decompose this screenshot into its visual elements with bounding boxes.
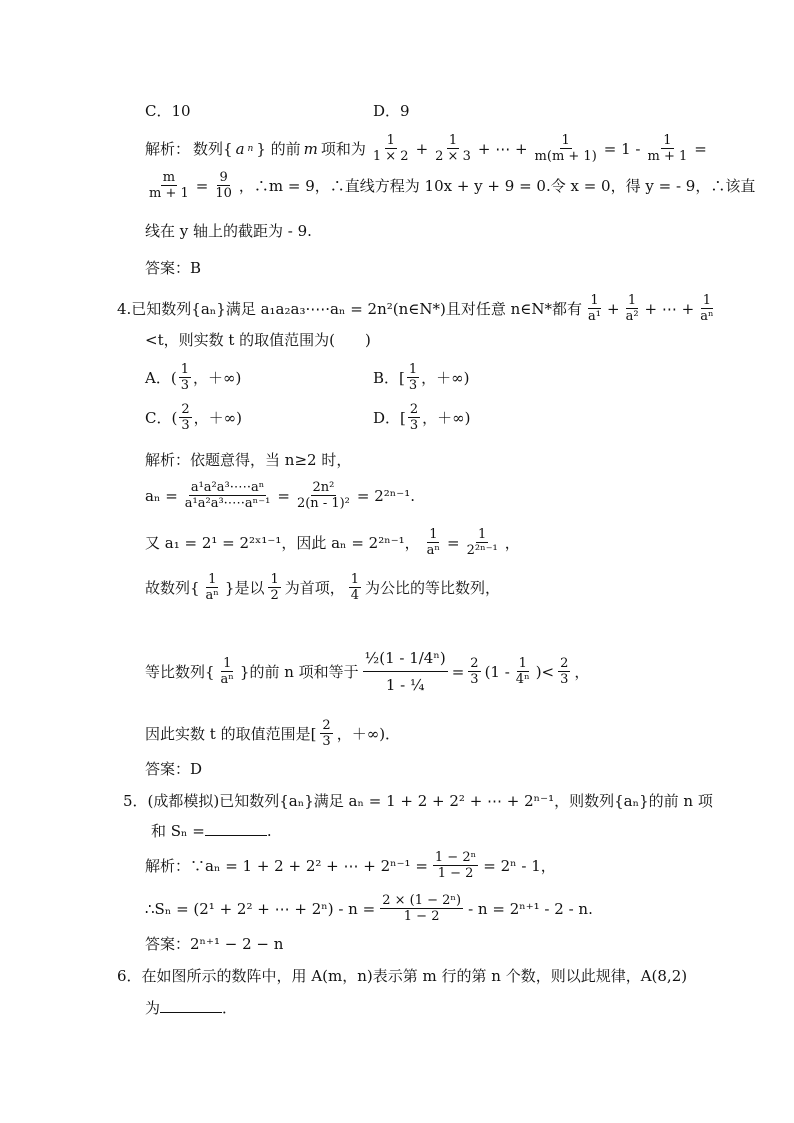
q4-also-line: 又 a₁ = 2¹ = 2²ˣ¹⁻¹，因此 aₙ = 2²ⁿ⁻¹， $\frac{1}{\text{aⁿ}}$ = $\frac{1}{\text{2²ⁿ⁻¹}}$ ， (145, 527, 520, 558)
option-a: A．( $\frac{1}{3}$ ，＋∞) (145, 362, 242, 393)
q3-answer: 答案：B (145, 259, 202, 277)
q4-gp-line: 故数列{ $\frac{1}{\text{aⁿ}}$ }是以 $\frac{1}{2}$ 为首项， $\frac{1}{4}$ 为公比的等比数列， (145, 572, 501, 603)
fraction: $\frac{1}{m(m + 1)}$ (534, 133, 597, 164)
q4-range-line: 因此实数 t 的取值范围是[ $\frac{2}{3}$ ，＋∞)． (145, 718, 401, 749)
fraction: $\frac{1}{\text{a²}}$ (625, 293, 639, 324)
fraction: $\frac{1}{\text{aⁿ}}$ (700, 293, 714, 324)
option-c: C．10 (145, 102, 191, 120)
fraction: $\frac{1}{m + 1}$ (647, 133, 688, 164)
q5-stem-cont: 和 Sₙ = . (151, 822, 272, 840)
q5-answer: 答案：2ⁿ⁺¹ − 2 − n (145, 935, 284, 953)
q6-stem-cont: 为 ． (145, 999, 238, 1017)
q6-stem: 6．在如图所示的数阵中，用 A(m，n)表示第 m 行的第 n 个数，则以此规律，A(8,2) (117, 967, 688, 985)
q4-stem-cont: <t，则实数 t 的取值范围为( ) (145, 331, 371, 349)
option-b: B．[ $\frac{1}{3}$ ，＋∞) (373, 362, 470, 393)
fraction: $\frac{9}{10}$ (215, 170, 232, 201)
answer-blank (205, 821, 267, 836)
q3-solution-line3: 线在 y 轴上的截距为 - 9. (145, 222, 312, 240)
q4-an-formula: aₙ = $\frac{\text{a¹a²a³·⋯·aⁿ}}{\text{a¹a²a³·⋯·aⁿ⁻¹}}$ = $\frac{\text{2n²}}{\text{2(n - 1)²}}$ = 2²ⁿ⁻¹. (145, 480, 415, 511)
q5-solution-line1: 解析：∵aₙ = 1 + 2 + 2² + ⋯ + 2ⁿ⁻¹ = $\frac{\text{1 − 2ⁿ}}{1 - 2}$ = 2ⁿ - 1， (145, 850, 556, 881)
q5-stem: 5．(成都模拟)已知数列{aₙ}满足 aₙ = 1 + 2 + 2² + ⋯ + 2ⁿ⁻¹，则数列{aₙ}的前 n 项 (123, 792, 713, 810)
q4-solution-intro: 解析：依题意得，当 n≥2 时， (145, 451, 352, 469)
option-d: D．[ $\frac{2}{3}$ ，＋∞) (373, 402, 471, 433)
fraction: $\frac{m}{m + 1}$ (149, 170, 189, 201)
q3-solution-line1: 解析： 数列{ a n } 的前 m 项和为 $\frac{1}{1 \times 2}$ + $\frac{1}{2 \times 3}$ + ⋯ + $\frac{1}{m(m + 1)}$ = 1 - $\frac{1}{m + 1}$ = (145, 133, 707, 164)
fraction: $\frac{1}{2 \times 3}$ (435, 133, 471, 164)
q4-sum-line: 等比数列{ $\frac{1}{\text{aⁿ}}$ }的前 n 项和等于 $\frac{\text{½(1 - 1/4ⁿ)}}{\text{1 - ¼}}$ = $\frac{2}{3}$ (1 - $\frac{1}{\text{4ⁿ}}$ )< $\frac{2}{3}$ ， (145, 645, 589, 698)
q5-solution-line2: ∴Sₙ = (2¹ + 2² + ⋯ + 2ⁿ) - n = $\frac{\text{2 × (1 − 2ⁿ)}}{1 - 2}$ - n = 2ⁿ⁺¹ - 2 - n. (145, 893, 593, 924)
option-c: C．( $\frac{2}{3}$ ，＋∞) (145, 402, 242, 433)
answer-blank (160, 998, 222, 1013)
q3-solution-line2: $\frac{m}{m + 1}$ = $\frac{9}{10}$ ，∴m = 9，∴直线方程为 10x + y + 9 = 0.令 x = 0，得 y = - 9，∴该直 (149, 170, 756, 201)
fraction: $\frac{1}{1 \times 2}$ (372, 133, 409, 164)
solution-label: 解析： (145, 139, 191, 158)
q4-stem: 4.已知数列{aₙ}满足 a₁a₂a₃·⋯·aₙ = 2n²(n∈N*)且对任意 n∈N*都有 $\frac{1}{\text{a¹}}$ + $\frac{1}{\text{a²}}$ + ⋯ + $\frac{1}{\text{aⁿ}}$ (117, 293, 714, 324)
fraction: $\frac{1}{\text{a¹}}$ (588, 293, 601, 324)
option-d: D．9 (373, 102, 410, 120)
q4-answer: 答案：D (145, 760, 203, 778)
